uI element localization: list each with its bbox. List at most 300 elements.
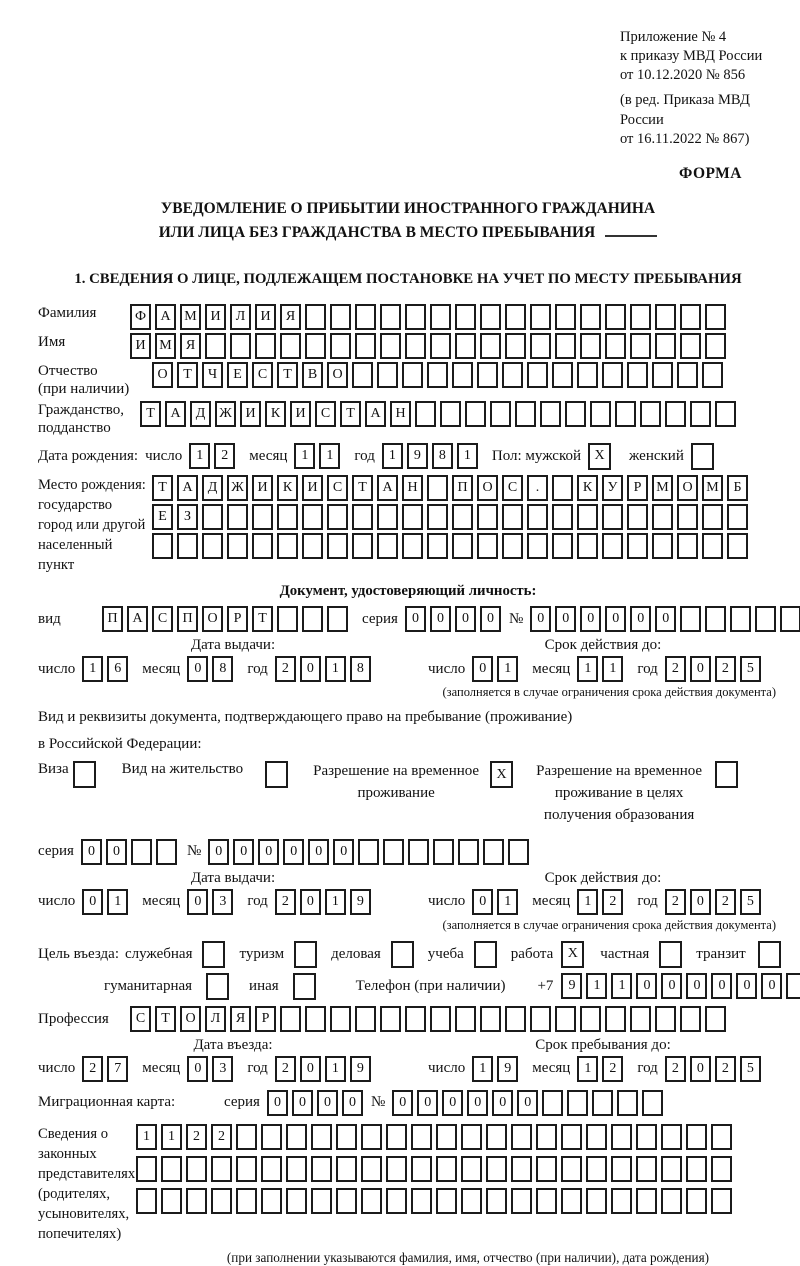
purpose-study-checkbox[interactable] [474, 941, 501, 968]
form-cell[interactable] [361, 1124, 382, 1150]
form-cell[interactable]: 1 [325, 889, 346, 915]
form-cell[interactable] [336, 1124, 357, 1150]
form-cell[interactable]: 0 [555, 606, 576, 632]
form-cell[interactable]: И [252, 475, 273, 501]
purpose-work-checkbox[interactable] [561, 941, 588, 968]
form-cell[interactable] [536, 1188, 557, 1214]
representatives-row-2[interactable] [136, 1156, 736, 1182]
form-cell[interactable] [636, 1124, 657, 1150]
form-cell[interactable]: О [677, 475, 698, 501]
form-cell[interactable] [552, 504, 573, 530]
form-cell[interactable] [502, 504, 523, 530]
form-cell[interactable] [327, 504, 348, 530]
form-cell[interactable] [211, 1188, 232, 1214]
form-cell[interactable] [552, 475, 573, 501]
residence-expiry-month[interactable] [577, 889, 627, 915]
form-cell[interactable] [355, 1006, 376, 1032]
form-cell[interactable] [661, 1188, 682, 1214]
form-cell[interactable]: 0 [661, 973, 682, 999]
birth-year-cells[interactable] [382, 443, 482, 469]
form-cell[interactable]: С [315, 401, 336, 427]
form-cell[interactable]: 0 [342, 1090, 363, 1116]
form-cell[interactable] [515, 401, 536, 427]
form-cell[interactable]: С [502, 475, 523, 501]
form-cell[interactable] [561, 1188, 582, 1214]
form-cell[interactable] [691, 443, 714, 470]
form-cell[interactable] [577, 533, 598, 559]
form-cell[interactable]: 0 [208, 839, 229, 865]
form-cell[interactable] [436, 1188, 457, 1214]
form-cell[interactable] [386, 1156, 407, 1182]
form-cell[interactable]: О [327, 362, 348, 388]
form-cell[interactable] [427, 504, 448, 530]
form-cell[interactable]: 0 [106, 839, 127, 865]
form-cell[interactable]: 2 [665, 889, 686, 915]
form-cell[interactable] [405, 304, 426, 330]
form-cell[interactable] [615, 401, 636, 427]
form-cell[interactable] [527, 533, 548, 559]
form-cell[interactable]: Б [727, 475, 748, 501]
form-cell[interactable]: И [302, 475, 323, 501]
form-cell[interactable] [536, 1156, 557, 1182]
form-cell[interactable]: Е [152, 504, 173, 530]
patronymic-cells[interactable] [152, 362, 727, 388]
form-cell[interactable] [236, 1188, 257, 1214]
form-cell[interactable]: 5 [740, 656, 761, 682]
form-cell[interactable] [602, 362, 623, 388]
form-cell[interactable]: 0 [580, 606, 601, 632]
purpose-transit-checkbox[interactable] [758, 941, 785, 968]
form-cell[interactable]: 0 [472, 656, 493, 682]
form-cell[interactable] [236, 1156, 257, 1182]
form-cell[interactable]: 1 [325, 656, 346, 682]
form-cell[interactable]: И [130, 333, 151, 359]
form-cell[interactable]: 3 [212, 1056, 233, 1082]
birth-place-row-1[interactable] [152, 475, 752, 501]
form-cell[interactable] [302, 504, 323, 530]
purpose-tourism-checkbox[interactable] [294, 941, 321, 968]
form-cell[interactable]: О [477, 475, 498, 501]
form-cell[interactable]: 2 [186, 1124, 207, 1150]
birth-day-cells[interactable] [189, 443, 239, 469]
form-cell[interactable] [586, 1156, 607, 1182]
form-cell[interactable]: 1 [586, 973, 607, 999]
form-cell[interactable]: 0 [467, 1090, 488, 1116]
form-cell[interactable] [156, 839, 177, 865]
identity-issue-year[interactable] [275, 656, 375, 682]
form-cell[interactable] [286, 1156, 307, 1182]
form-cell[interactable] [286, 1188, 307, 1214]
form-cell[interactable] [605, 333, 626, 359]
form-cell[interactable] [152, 533, 173, 559]
form-cell[interactable] [286, 1124, 307, 1150]
form-cell[interactable] [311, 1188, 332, 1214]
residence-issue-month[interactable] [187, 889, 237, 915]
option-temp-residence-checkbox[interactable] [490, 761, 517, 788]
form-cell[interactable] [711, 1156, 732, 1182]
form-cell[interactable] [586, 1188, 607, 1214]
form-cell[interactable] [715, 761, 738, 788]
purpose-official-checkbox[interactable] [202, 941, 229, 968]
form-cell[interactable] [474, 941, 497, 968]
form-cell[interactable] [211, 1156, 232, 1182]
form-cell[interactable] [131, 839, 152, 865]
form-cell[interactable] [461, 1156, 482, 1182]
form-cell[interactable] [577, 504, 598, 530]
form-cell[interactable] [659, 941, 682, 968]
form-cell[interactable]: 1 [82, 656, 103, 682]
identity-type-cells[interactable] [102, 606, 352, 632]
form-cell[interactable]: М [180, 304, 201, 330]
form-cell[interactable]: С [252, 362, 273, 388]
form-cell[interactable] [252, 504, 273, 530]
form-cell[interactable]: 2 [715, 1056, 736, 1082]
form-cell[interactable] [177, 533, 198, 559]
form-cell[interactable]: Т [155, 1006, 176, 1032]
form-cell[interactable]: 0 [472, 889, 493, 915]
form-cell[interactable]: 0 [317, 1090, 338, 1116]
form-cell[interactable] [567, 1090, 588, 1116]
form-cell[interactable] [530, 304, 551, 330]
form-cell[interactable]: 0 [392, 1090, 413, 1116]
form-cell[interactable] [505, 304, 526, 330]
form-cell[interactable]: Е [227, 362, 248, 388]
form-cell[interactable]: Ч [202, 362, 223, 388]
purpose-other-checkbox[interactable] [293, 973, 320, 1000]
form-cell[interactable] [330, 304, 351, 330]
form-cell[interactable]: 1 [161, 1124, 182, 1150]
birth-month-cells[interactable] [294, 443, 344, 469]
form-cell[interactable]: Л [230, 304, 251, 330]
form-cell[interactable]: 5 [740, 889, 761, 915]
form-cell[interactable] [461, 1188, 482, 1214]
form-cell[interactable]: 1 [136, 1124, 157, 1150]
form-cell[interactable]: 0 [405, 606, 426, 632]
identity-expiry-day[interactable] [472, 656, 522, 682]
form-cell[interactable] [477, 362, 498, 388]
form-cell[interactable] [540, 401, 561, 427]
form-cell[interactable]: X [588, 443, 611, 470]
form-cell[interactable]: Д [202, 475, 223, 501]
form-cell[interactable] [561, 1156, 582, 1182]
option-visa-checkbox[interactable] [73, 761, 100, 788]
entry-month[interactable] [187, 1056, 237, 1082]
form-cell[interactable] [680, 333, 701, 359]
form-cell[interactable]: 1 [497, 656, 518, 682]
form-cell[interactable] [565, 401, 586, 427]
form-cell[interactable]: 0 [187, 656, 208, 682]
form-cell[interactable] [580, 333, 601, 359]
form-cell[interactable] [202, 533, 223, 559]
form-cell[interactable]: А [165, 401, 186, 427]
form-cell[interactable] [452, 362, 473, 388]
form-cell[interactable] [427, 533, 448, 559]
form-cell[interactable] [483, 839, 504, 865]
form-cell[interactable] [627, 362, 648, 388]
form-cell[interactable] [427, 475, 448, 501]
form-cell[interactable] [294, 941, 317, 968]
form-cell[interactable]: Н [390, 401, 411, 427]
gender-male-checkbox[interactable] [588, 443, 615, 470]
form-cell[interactable] [655, 304, 676, 330]
form-cell[interactable]: 1 [577, 656, 598, 682]
form-cell[interactable]: К [577, 475, 598, 501]
form-cell[interactable] [552, 533, 573, 559]
form-cell[interactable]: 0 [81, 839, 102, 865]
form-cell[interactable]: Т [252, 606, 273, 632]
form-cell[interactable]: Ж [215, 401, 236, 427]
form-cell[interactable]: 0 [258, 839, 279, 865]
form-cell[interactable] [677, 504, 698, 530]
form-cell[interactable]: 2 [715, 889, 736, 915]
form-cell[interactable] [686, 1188, 707, 1214]
form-cell[interactable]: П [102, 606, 123, 632]
form-cell[interactable]: 0 [655, 606, 676, 632]
form-cell[interactable] [680, 304, 701, 330]
form-cell[interactable] [536, 1124, 557, 1150]
migration-number-cells[interactable] [392, 1090, 667, 1116]
form-cell[interactable] [305, 1006, 326, 1032]
form-cell[interactable] [330, 333, 351, 359]
form-cell[interactable] [705, 333, 726, 359]
form-cell[interactable]: А [127, 606, 148, 632]
form-cell[interactable] [602, 504, 623, 530]
form-cell[interactable] [561, 1124, 582, 1150]
form-cell[interactable]: Н [402, 475, 423, 501]
form-cell[interactable]: А [377, 475, 398, 501]
form-cell[interactable] [261, 1188, 282, 1214]
form-cell[interactable] [527, 504, 548, 530]
form-cell[interactable] [755, 606, 776, 632]
form-cell[interactable] [552, 362, 573, 388]
purpose-humanitarian-checkbox[interactable] [206, 973, 233, 1000]
form-cell[interactable] [436, 1156, 457, 1182]
form-cell[interactable] [391, 941, 414, 968]
form-cell[interactable]: 1 [294, 443, 315, 469]
form-cell[interactable]: 1 [319, 443, 340, 469]
form-cell[interactable]: Ф [130, 304, 151, 330]
form-cell[interactable] [677, 362, 698, 388]
identity-series-cells[interactable] [405, 606, 505, 632]
form-cell[interactable]: Р [227, 606, 248, 632]
form-cell[interactable] [486, 1124, 507, 1150]
identity-number-cells[interactable] [530, 606, 800, 632]
form-cell[interactable] [711, 1188, 732, 1214]
form-cell[interactable]: Р [627, 475, 648, 501]
form-cell[interactable] [461, 1124, 482, 1150]
form-cell[interactable] [477, 533, 498, 559]
form-cell[interactable] [415, 401, 436, 427]
form-cell[interactable] [730, 606, 751, 632]
form-cell[interactable]: А [177, 475, 198, 501]
migration-series-cells[interactable] [267, 1090, 367, 1116]
form-cell[interactable] [227, 504, 248, 530]
birth-place-row-3[interactable] [152, 533, 752, 559]
form-cell[interactable] [605, 1006, 626, 1032]
identity-expiry-year[interactable] [665, 656, 765, 682]
form-cell[interactable]: 0 [187, 1056, 208, 1082]
form-cell[interactable]: М [702, 475, 723, 501]
identity-expiry-month[interactable] [577, 656, 627, 682]
profession-cells[interactable] [130, 1006, 730, 1032]
form-cell[interactable]: 0 [430, 606, 451, 632]
form-cell[interactable]: 0 [308, 839, 329, 865]
form-cell[interactable] [202, 941, 225, 968]
form-cell[interactable]: 1 [189, 443, 210, 469]
form-cell[interactable]: 2 [275, 656, 296, 682]
form-cell[interactable]: 9 [497, 1056, 518, 1082]
form-cell[interactable] [702, 504, 723, 530]
form-cell[interactable]: 0 [761, 973, 782, 999]
form-cell[interactable]: П [452, 475, 473, 501]
form-cell[interactable] [527, 362, 548, 388]
form-cell[interactable]: О [152, 362, 173, 388]
form-cell[interactable] [377, 362, 398, 388]
form-cell[interactable] [402, 533, 423, 559]
form-cell[interactable]: 0 [417, 1090, 438, 1116]
form-cell[interactable]: И [240, 401, 261, 427]
form-cell[interactable]: 1 [577, 889, 598, 915]
form-cell[interactable] [636, 1156, 657, 1182]
form-cell[interactable] [611, 1156, 632, 1182]
form-cell[interactable] [205, 333, 226, 359]
form-cell[interactable]: И [290, 401, 311, 427]
form-cell[interactable]: З [177, 504, 198, 530]
entry-day[interactable] [82, 1056, 132, 1082]
stay-month[interactable] [577, 1056, 627, 1082]
form-cell[interactable]: Т [277, 362, 298, 388]
form-cell[interactable]: Т [177, 362, 198, 388]
form-cell[interactable] [727, 504, 748, 530]
residence-number-cells[interactable] [208, 839, 533, 865]
form-cell[interactable]: Д [190, 401, 211, 427]
form-cell[interactable] [652, 504, 673, 530]
form-cell[interactable]: Я [280, 304, 301, 330]
form-cell[interactable]: 0 [711, 973, 732, 999]
form-cell[interactable]: П [177, 606, 198, 632]
form-cell[interactable] [511, 1188, 532, 1214]
form-cell[interactable]: Т [340, 401, 361, 427]
residence-expiry-year[interactable] [665, 889, 765, 915]
form-cell[interactable] [627, 533, 648, 559]
form-cell[interactable] [161, 1188, 182, 1214]
form-cell[interactable] [580, 304, 601, 330]
form-cell[interactable] [511, 1124, 532, 1150]
form-cell[interactable]: Т [140, 401, 161, 427]
form-cell[interactable] [352, 504, 373, 530]
form-cell[interactable]: Я [180, 333, 201, 359]
form-cell[interactable]: 0 [636, 973, 657, 999]
form-cell[interactable]: У [602, 475, 623, 501]
residence-issue-year[interactable] [275, 889, 375, 915]
form-cell[interactable]: 0 [233, 839, 254, 865]
form-cell[interactable]: 1 [602, 656, 623, 682]
form-cell[interactable] [630, 1006, 651, 1032]
form-cell[interactable]: 1 [107, 889, 128, 915]
form-cell[interactable] [465, 401, 486, 427]
form-cell[interactable] [386, 1124, 407, 1150]
form-cell[interactable] [361, 1156, 382, 1182]
form-cell[interactable] [305, 304, 326, 330]
form-cell[interactable] [73, 761, 96, 788]
form-cell[interactable] [402, 362, 423, 388]
form-cell[interactable] [686, 1156, 707, 1182]
form-cell[interactable] [477, 504, 498, 530]
form-cell[interactable] [236, 1124, 257, 1150]
form-cell[interactable]: 0 [690, 656, 711, 682]
representatives-row-3[interactable] [136, 1188, 736, 1214]
form-cell[interactable]: 0 [300, 889, 321, 915]
form-cell[interactable] [186, 1156, 207, 1182]
form-cell[interactable]: Т [352, 475, 373, 501]
form-cell[interactable]: А [155, 304, 176, 330]
form-cell[interactable] [680, 606, 701, 632]
form-cell[interactable] [206, 973, 229, 1000]
given-name-cells[interactable] [130, 333, 730, 359]
form-cell[interactable]: М [652, 475, 673, 501]
form-cell[interactable] [605, 304, 626, 330]
form-cell[interactable] [486, 1188, 507, 1214]
form-cell[interactable]: 1 [382, 443, 403, 469]
form-cell[interactable] [430, 304, 451, 330]
form-cell[interactable] [480, 333, 501, 359]
representatives-row-1[interactable] [136, 1124, 736, 1150]
form-cell[interactable]: 0 [530, 606, 551, 632]
form-cell[interactable] [261, 1156, 282, 1182]
form-cell[interactable] [640, 401, 661, 427]
form-cell[interactable] [458, 839, 479, 865]
form-cell[interactable] [555, 333, 576, 359]
form-cell[interactable]: 2 [665, 656, 686, 682]
form-cell[interactable] [352, 533, 373, 559]
form-cell[interactable] [680, 1006, 701, 1032]
form-cell[interactable]: С [130, 1006, 151, 1032]
form-cell[interactable] [311, 1156, 332, 1182]
birth-place-row-2[interactable] [152, 504, 752, 530]
form-cell[interactable]: К [265, 401, 286, 427]
form-cell[interactable] [630, 333, 651, 359]
form-cell[interactable] [542, 1090, 563, 1116]
form-cell[interactable]: И [205, 304, 226, 330]
form-cell[interactable]: 1 [457, 443, 478, 469]
form-cell[interactable] [690, 401, 711, 427]
form-cell[interactable]: 9 [350, 1056, 371, 1082]
form-cell[interactable]: 1 [472, 1056, 493, 1082]
form-cell[interactable]: 2 [214, 443, 235, 469]
form-cell[interactable] [555, 1006, 576, 1032]
form-cell[interactable] [490, 401, 511, 427]
form-cell[interactable] [652, 362, 673, 388]
form-cell[interactable]: 0 [333, 839, 354, 865]
form-cell[interactable]: 3 [212, 889, 233, 915]
form-cell[interactable] [677, 533, 698, 559]
form-cell[interactable] [277, 606, 298, 632]
form-cell[interactable] [642, 1090, 663, 1116]
form-cell[interactable]: 2 [275, 1056, 296, 1082]
form-cell[interactable] [580, 1006, 601, 1032]
form-cell[interactable] [727, 533, 748, 559]
form-cell[interactable]: С [152, 606, 173, 632]
form-cell[interactable]: 0 [480, 606, 501, 632]
form-cell[interactable]: В [302, 362, 323, 388]
purpose-business-checkbox[interactable] [391, 941, 418, 968]
form-cell[interactable]: Ж [227, 475, 248, 501]
form-cell[interactable] [302, 533, 323, 559]
form-cell[interactable] [227, 533, 248, 559]
residence-series-cells[interactable] [81, 839, 181, 865]
form-cell[interactable] [327, 606, 348, 632]
form-cell[interactable]: А [365, 401, 386, 427]
